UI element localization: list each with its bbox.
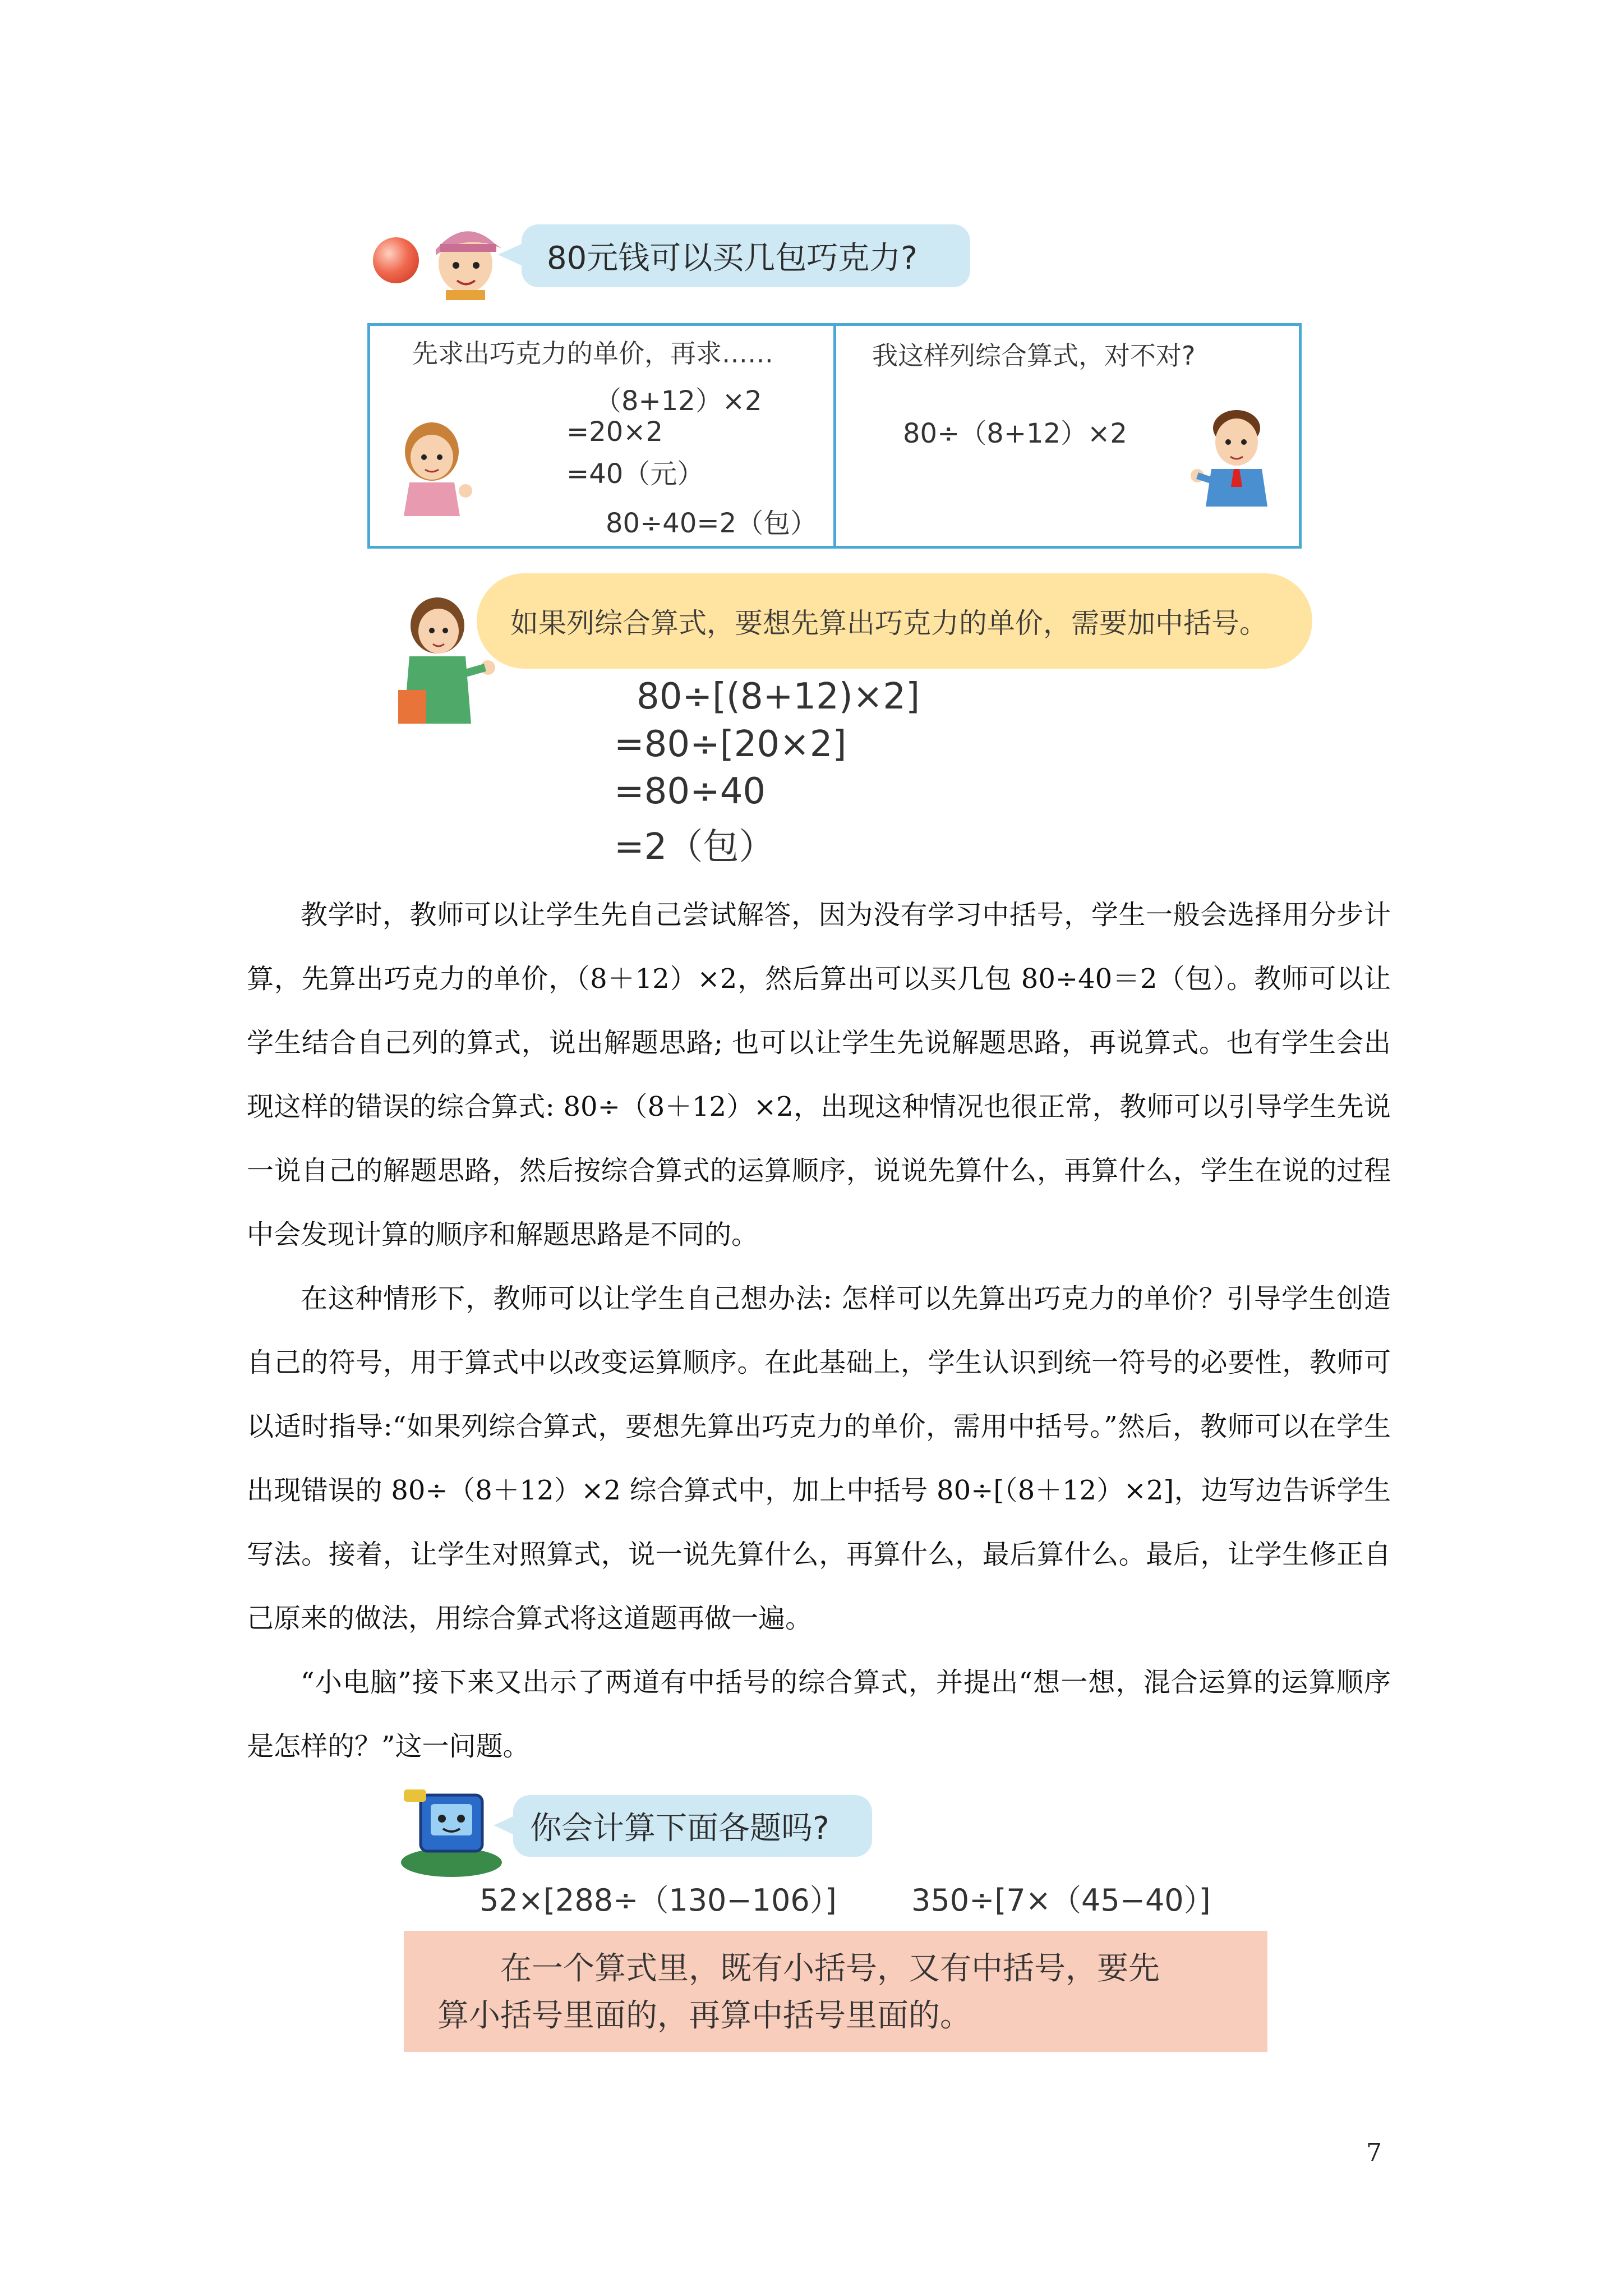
teacher-step-1: 80÷[(8+12)×2]: [637, 676, 920, 717]
exercise-1: 52×[288÷（130−106）]: [479, 1883, 837, 1918]
right-expression: 80÷（8+12）×2: [903, 418, 1127, 449]
teacher-bubble-text: 如果列综合算式，要想先算出巧克力的单价，需要加中括号。: [510, 607, 1267, 639]
bottom-question-text: 你会计算下面各题吗?: [530, 1810, 829, 1847]
little-computer-icon: [398, 1784, 505, 1879]
left-step-1: （8+12）×2: [594, 385, 762, 417]
left-method-header: 先求出巧克力的单价，再求……: [412, 338, 773, 369]
bottom-question-bubble: [513, 1795, 872, 1857]
teacher-bubble: [477, 573, 1312, 669]
body-text: [247, 883, 1391, 1778]
boy-student-icon: [1183, 403, 1279, 509]
teacher-step-4: =2（包）: [614, 826, 775, 868]
page-number: 7: [1366, 2138, 1382, 2167]
red-ball-icon: [373, 237, 419, 283]
paragraph-3: “小电脑”接下来又出示了两道有中括号的综合算式，并提出“想一想，混合运算的运算顺序是怎样的？”这一问题。: [247, 1667, 1391, 1762]
rule-box: [404, 1931, 1267, 2052]
top-question-bubble: [522, 224, 970, 287]
left-step-4: 80÷40=2（包）: [606, 508, 818, 539]
rule-line-1: 在一个算式里，既有小括号，又有中括号，要先: [500, 1950, 1160, 1987]
right-method-header: 我这样列综合算式，对不对?: [872, 341, 1196, 371]
left-step-3: =40（元）: [566, 458, 704, 490]
boy-cap-icon: [423, 210, 508, 300]
teacher-step-2: =80÷[20×2]: [614, 724, 847, 765]
exercise-2: 350÷[7×（45−40）]: [911, 1883, 1211, 1918]
paragraph-1: 教学时，教师可以让学生先自己尝试解答，因为没有学习中括号，学生一般会选择用分步计算，先算出巧克力的单价，（8＋12）×2，然后算出可以买几包 80÷40＝2（包）。教师可以让学生结合自己列的算式，说出解题思路; 也可以让学生先说解题思路，再说算式。也有学生会出现这样的错误的综合算式: 80÷（8＋12）×2，出现这种情况也很正常，教师可以引导学生先说一说自己的解题思路，然后按综合算式的运算顺序，说说先算什么，再算什么，学生在说的过程中会发现计算的顺序和解题思路是不同的。: [247, 899, 1391, 1250]
girl-student-icon: [387, 418, 477, 519]
solution-box-divider: [833, 323, 836, 549]
rule-line-2: 算小括号里面的，再算中括号里面的。: [437, 1998, 971, 2034]
paragraph-2: 在这种情形下，教师可以让学生自己想办法: 怎样可以先算出巧克力的单价？引导学生创造自己的符号，用于算式中以改变运算顺序。在此基础上，学生认识到统一符号的必要性，教师可以适时指导:“如果列综合算式，要想先算出巧克力的单价，需用中括号。”然后，教师可以在学生出现错误的 80÷（8＋12）×2 综合算式中，加上中括号 80÷[（8＋12）×2]，边写边告诉学生写法。接着，让学生对照算式，说一说先算什么，再算什么，最后算什么。最后，让学生修正自己原来的做法，用综合算式将这道题再做一遍。: [247, 1283, 1391, 1634]
teacher-step-3: =80÷40: [614, 771, 766, 812]
left-step-2: =20×2: [566, 416, 663, 448]
top-question-text: 80元钱可以买几包巧克力?: [547, 240, 917, 277]
bubble-tail: [498, 242, 525, 267]
